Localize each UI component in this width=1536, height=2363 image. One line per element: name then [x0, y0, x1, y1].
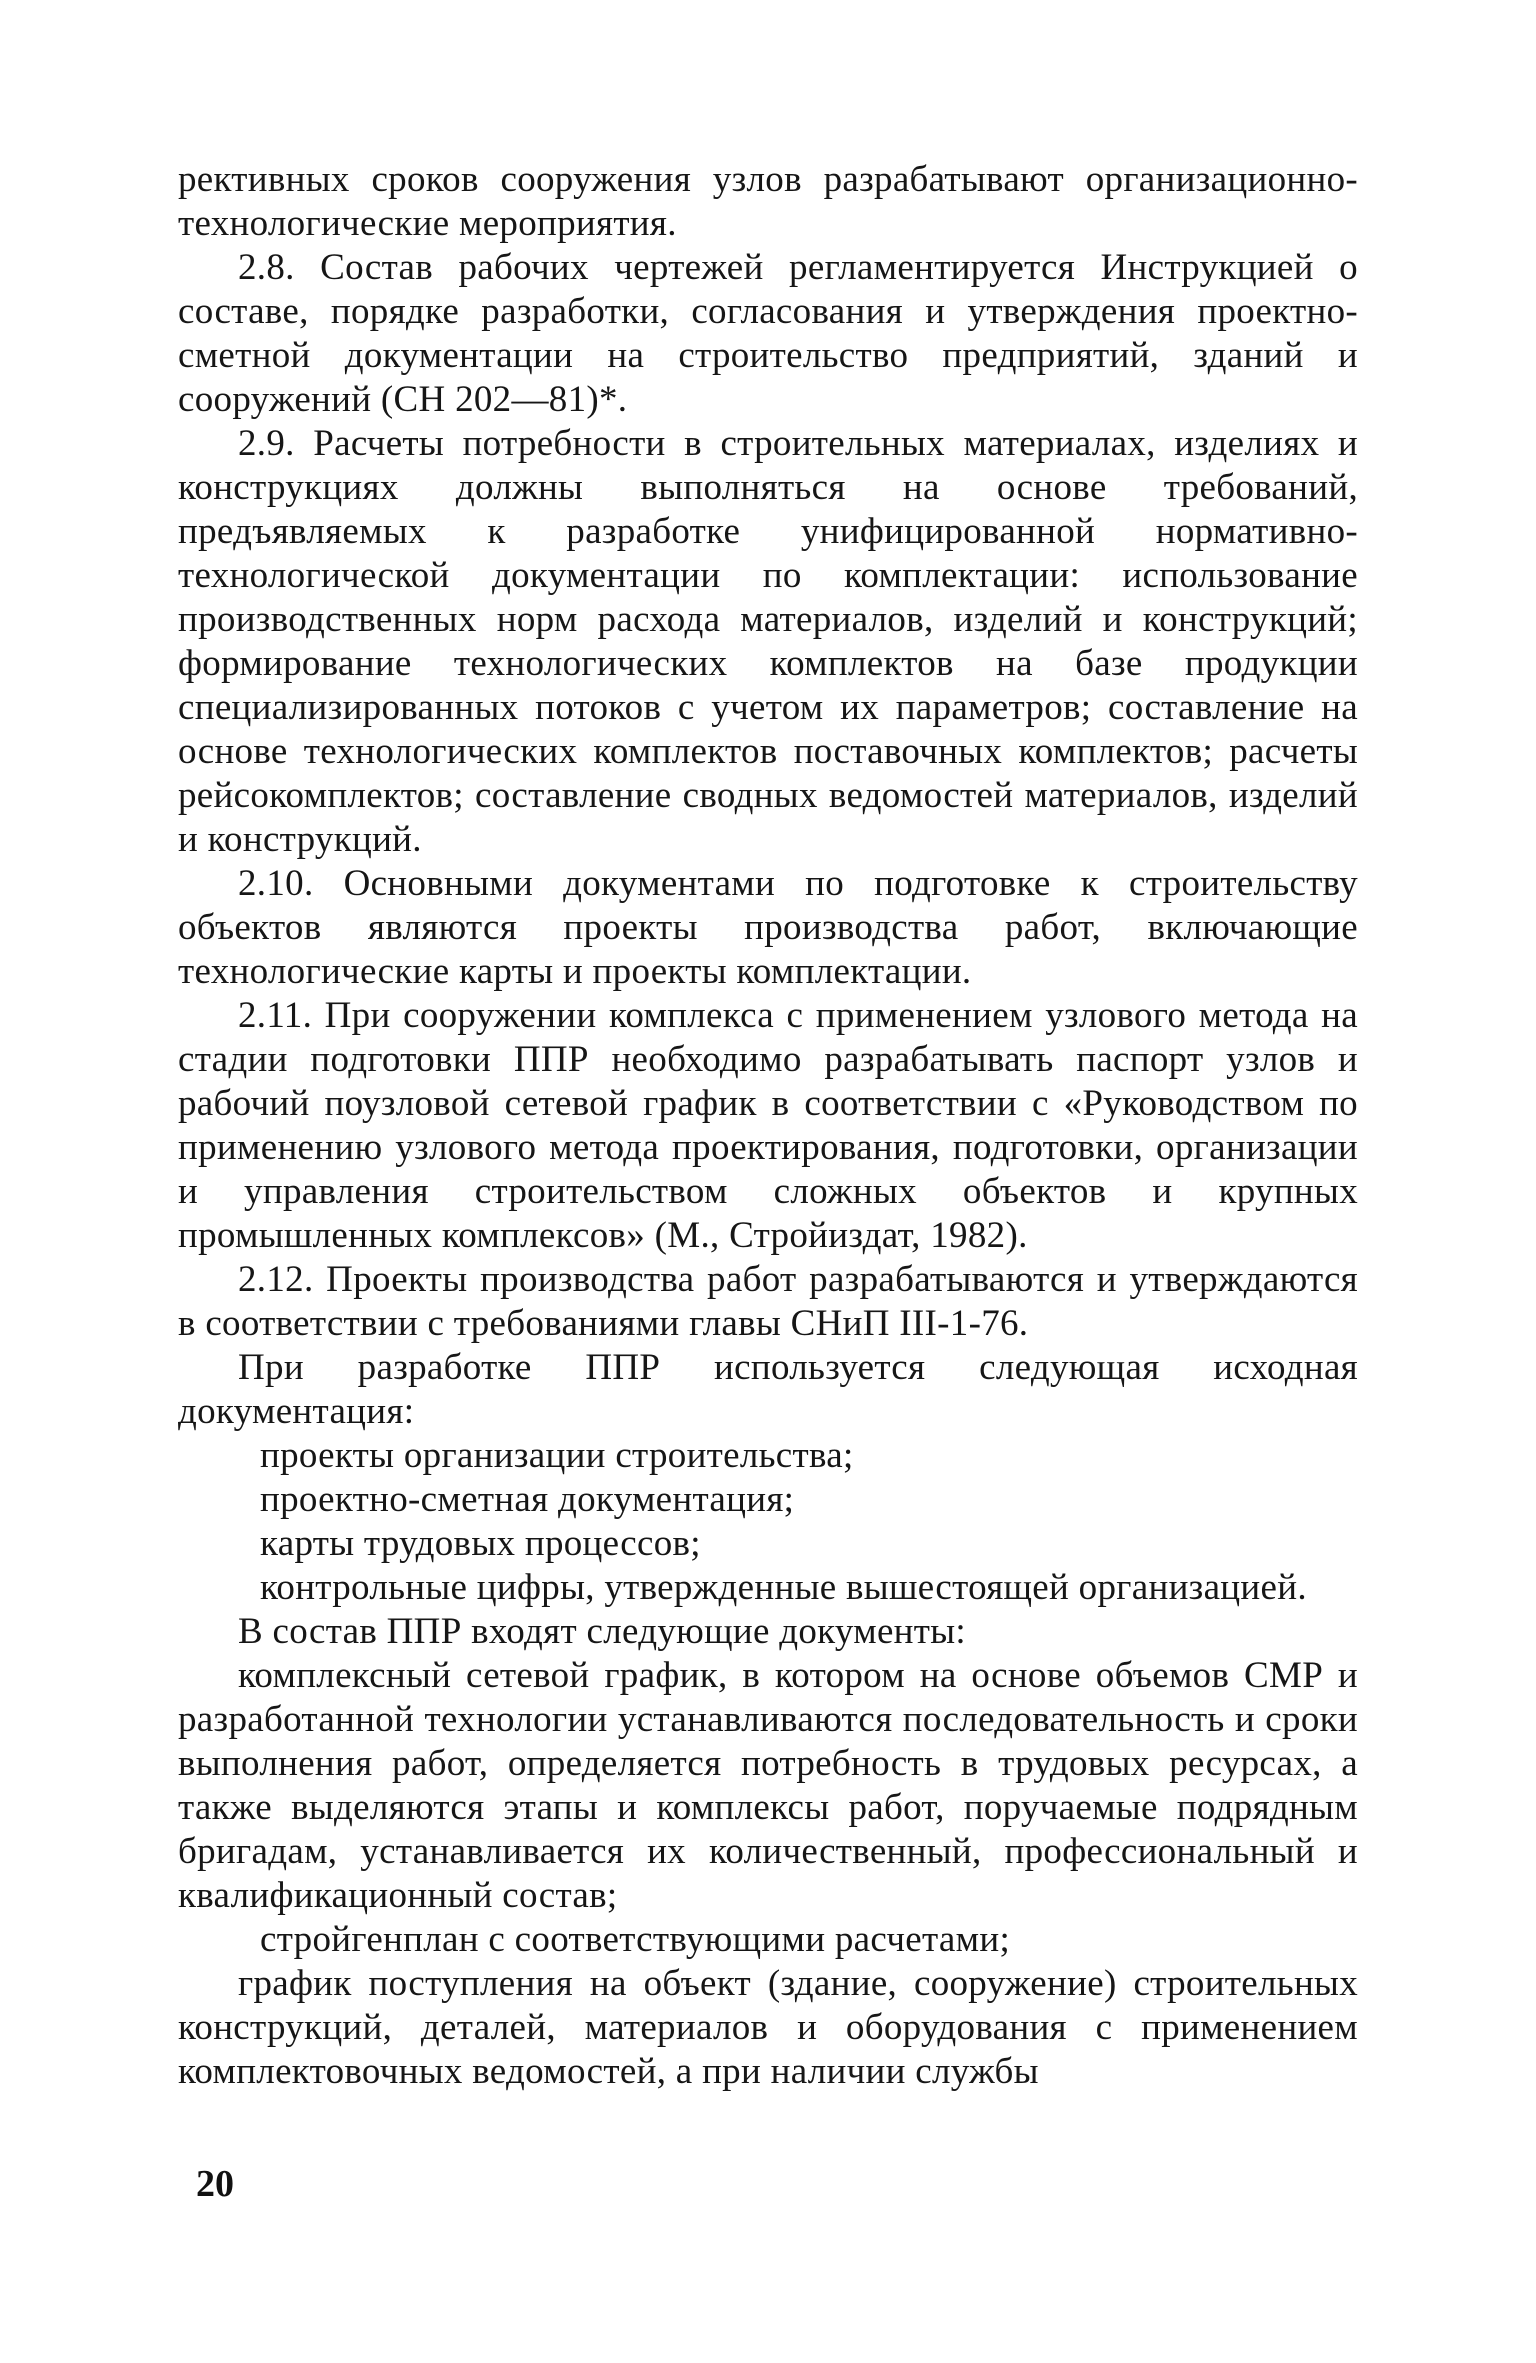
page-body	[178, 158, 1358, 2094]
list-item: проектно-сметная документация;	[260, 1479, 795, 1520]
paragraph-text: При сооружении комплекса с применением узлового метода на стадии подготовки ППР необходимо разрабатывать паспорт узлов и рабочий поузловой сетевой график в соответствии с «Руководством по применению узлового метода проектирования, подготовки, организации и управления строительством сложных объектов и крупных промышленных комплексов» (М., Стройиздат, 1982).	[178, 995, 1358, 1256]
paragraph-2-12	[178, 1258, 1358, 1346]
page-number: 20	[196, 2163, 234, 2205]
composition-intro: В состав ППР входят следующие документы:	[238, 1611, 966, 1652]
paragraph-number: 2.9.	[238, 423, 295, 464]
list-item: комплексный сетевой график, в котором на основе объемов СМР и разработанной технологии устанавливаются последовательность и сроки выполнения работ, определяется потребность в трудовых ресурсах, а также выделяются этапы и комплексы работ, поручаемые подрядным бригадам, устанавливается их количественный, профессиональный и квалификационный состав;	[178, 1655, 1358, 1916]
paragraph-2-11	[178, 994, 1358, 1258]
paragraph-number: 2.10.	[238, 863, 314, 904]
list-item: стройгенплан с соответствующими расчетами;	[260, 1919, 1011, 1960]
paragraph-source-docs-intro	[178, 1346, 1358, 1434]
list-item: график поступления на объект (здание, сооружение) строительных конструкций, деталей, материалов и оборудования с применением комплектовочных ведомостей, а при наличии службы	[178, 1963, 1358, 2092]
paragraph-number: 2.8.	[238, 247, 295, 288]
paragraph-text: При разработке ППР используется следующая исходная документация:	[178, 1347, 1358, 1432]
list-item: проекты организации строительства;	[260, 1435, 854, 1476]
list-item: карты трудовых процессов;	[260, 1523, 701, 1564]
paragraph-text: Проекты производства работ разрабатываются и утверждаются в соответствии с требованиями главы СНиП III-1-76.	[178, 1259, 1358, 1344]
list-item: контрольные цифры, утвержденные вышестоящей организацией.	[260, 1567, 1307, 1608]
paragraph-2-8	[178, 246, 1358, 422]
paragraph-text: рективных сроков сооружения узлов разрабатывают организационно-технологические мероприятия.	[178, 159, 1358, 244]
paragraph-continuation	[178, 158, 1358, 246]
paragraph-2-10	[178, 862, 1358, 994]
paragraph-number: 2.12.	[238, 1259, 314, 1300]
paragraph-text: Состав рабочих чертежей регламентируется Инструкцией о составе, порядке разработки, согласования и утверждения проектно-сметной документации на строительство предприятий, зданий и сооружений (СН 202—81)*.	[178, 247, 1358, 420]
paragraph-text: Основными документами по подготовке к строительству объектов являются проекты производства работ, включающие технологические карты и проекты комплектации.	[178, 863, 1358, 992]
paragraph-number: 2.11.	[238, 995, 313, 1036]
paragraph-2-9	[178, 422, 1358, 862]
paragraph-text: Расчеты потребности в строительных материалах, изделиях и конструкциях должны выполняться на основе требований, предъявляемых к разработке унифицированной нормативно-технологической документации по комплектации: использование производственных норм расхода материалов, изделий и конструкций; формирование технологических комплектов на базе продукции специализированных потоков с учетом их параметров; составление на основе технологических комплектов поставочных комплектов; расчеты рейсокомплектов; составление сводных ведомостей материалов, изделий и конструкций.	[178, 423, 1358, 860]
